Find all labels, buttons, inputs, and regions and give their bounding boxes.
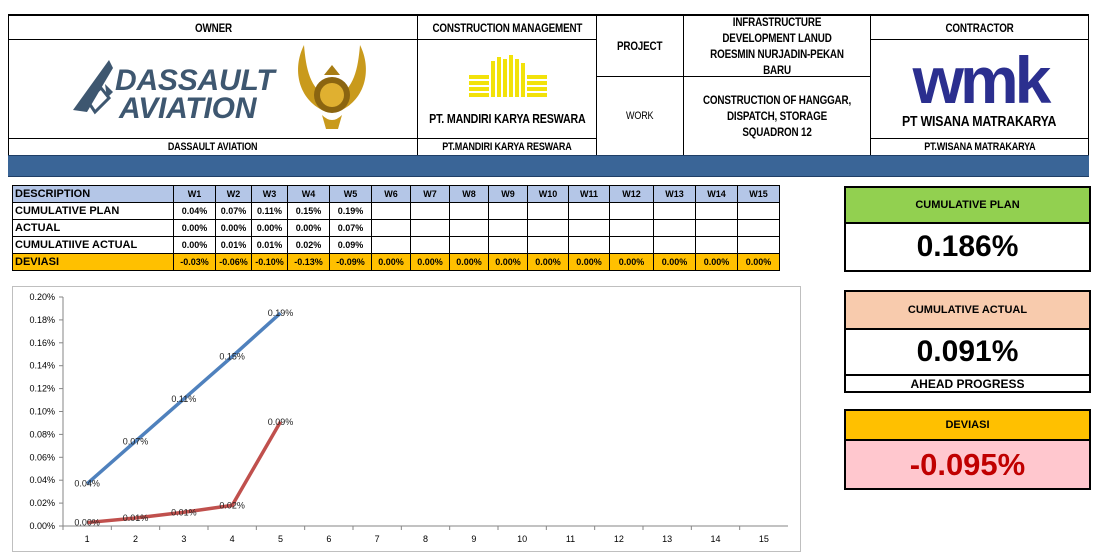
week-header: W4 bbox=[288, 186, 330, 203]
table-cell bbox=[489, 237, 528, 254]
x-tick-label: 8 bbox=[422, 534, 429, 544]
owner-title: OWNER bbox=[194, 20, 232, 35]
table-cell: 0.00% bbox=[372, 254, 411, 271]
table-cell: -0.10% bbox=[252, 254, 288, 271]
data-label: 0.09% bbox=[267, 416, 294, 427]
table-row bbox=[13, 237, 780, 254]
deviasi-header bbox=[844, 409, 1091, 441]
table-cell bbox=[450, 237, 489, 254]
y-tick-label: 0.18% bbox=[29, 314, 55, 325]
y-tick-label: 0.20% bbox=[29, 292, 55, 302]
y-tick-label: 0.04% bbox=[29, 475, 55, 486]
table-cell: 0.00% bbox=[610, 254, 654, 271]
table-cell bbox=[569, 203, 610, 220]
project-value-cell bbox=[683, 15, 871, 77]
table-cell bbox=[610, 237, 654, 254]
table-cell bbox=[569, 237, 610, 254]
table-cell: 0.07% bbox=[330, 220, 372, 237]
week-header: W8 bbox=[450, 186, 489, 203]
week-header: W14 bbox=[696, 186, 738, 203]
work-value: CONSTRUCTION OF HANGGAR, DISPATCH, STORAGE SQUADRON 12 bbox=[702, 93, 852, 139]
contractor-title: CONTRACTOR bbox=[945, 20, 1014, 35]
data-label: 0.04% bbox=[74, 478, 100, 489]
x-tick-label: 6 bbox=[326, 534, 332, 544]
table-cell: 0.00% bbox=[738, 254, 780, 271]
cumulative-plan-box bbox=[844, 222, 1091, 272]
x-tick-label: 5 bbox=[277, 534, 284, 544]
week-header: W1 bbox=[174, 186, 216, 203]
table-cell: 0.07% bbox=[216, 203, 252, 220]
table-cell bbox=[696, 237, 738, 254]
table-cell: 0.00% bbox=[654, 254, 696, 271]
progress-status-text: AHEAD PROGRESS bbox=[910, 376, 1025, 391]
table-cell bbox=[411, 203, 450, 220]
table-cell: -0.06% bbox=[216, 254, 252, 271]
table-cell: 0.00% bbox=[489, 254, 528, 271]
report-header bbox=[8, 14, 1089, 155]
mandiri-building-logo bbox=[447, 53, 567, 97]
x-tick-label: 1 bbox=[84, 534, 90, 544]
table-cell: 0.15% bbox=[288, 203, 330, 220]
cumulative-plan-value: 0.186% bbox=[916, 230, 1019, 263]
cm-logo-text: PT. MANDIRI KARYA RESWARA bbox=[428, 110, 586, 126]
row-label: DEVIASI bbox=[13, 254, 174, 271]
project-label-cell bbox=[596, 15, 684, 77]
owner-logo-line2: AVIATION bbox=[119, 92, 257, 125]
deviasi-value: -0.095% bbox=[909, 446, 1026, 482]
table-cell: 0.01% bbox=[216, 237, 252, 254]
table-cell bbox=[738, 237, 780, 254]
progress-status bbox=[844, 374, 1091, 393]
y-tick-label: 0.08% bbox=[29, 429, 55, 440]
owner-name: DASSAULT AVIATION bbox=[168, 141, 258, 153]
data-label: 0.15% bbox=[219, 351, 245, 362]
table-row bbox=[13, 220, 780, 237]
y-tick-label: 0.12% bbox=[29, 383, 55, 394]
x-tick-label: 11 bbox=[565, 534, 576, 544]
contractor-logo-text: PT WISANA MATRAKARYA bbox=[902, 112, 1057, 130]
air-force-emblem-icon bbox=[298, 45, 366, 129]
data-label: 0.00% bbox=[74, 517, 100, 528]
x-tick-label: 15 bbox=[758, 534, 769, 544]
table-cell bbox=[489, 203, 528, 220]
x-tick-label: 9 bbox=[471, 534, 477, 544]
contractor-title-cell bbox=[870, 15, 1089, 40]
table-row bbox=[13, 203, 780, 220]
cm-name: PT.MANDIRI KARYA RESWARA bbox=[442, 141, 572, 153]
table-cell: 0.00% bbox=[288, 220, 330, 237]
work-value-cell bbox=[683, 76, 871, 156]
week-header: W2 bbox=[216, 186, 252, 203]
cm-title: CONSTRUCTION MANAGEMENT bbox=[432, 20, 582, 35]
table-cell: -0.13% bbox=[288, 254, 330, 271]
y-tick-label: 0.10% bbox=[29, 406, 55, 417]
table-header-row bbox=[13, 186, 780, 203]
x-tick-label: 10 bbox=[517, 534, 528, 544]
row-label: CUMULATIVE PLAN bbox=[13, 203, 174, 220]
cumulative-plan-label: CUMULATIVE PLAN bbox=[915, 199, 1020, 211]
y-tick-label: 0.14% bbox=[29, 360, 55, 371]
table-cell: 0.00% bbox=[569, 254, 610, 271]
table-cell: 0.09% bbox=[330, 237, 372, 254]
weekly-progress-table bbox=[12, 185, 780, 271]
owner-name-cell bbox=[8, 138, 418, 156]
table-cell bbox=[411, 237, 450, 254]
table-cell bbox=[372, 220, 411, 237]
table-cell bbox=[654, 220, 696, 237]
cm-title-cell bbox=[417, 15, 597, 40]
work-label: WORK bbox=[626, 110, 654, 122]
x-tick-label: 7 bbox=[374, 534, 380, 544]
table-cell bbox=[528, 203, 569, 220]
week-header: W9 bbox=[489, 186, 528, 203]
x-tick-label: 3 bbox=[181, 534, 187, 544]
progress-chart bbox=[12, 286, 801, 552]
project-label: PROJECT bbox=[617, 39, 663, 53]
table-cell: 0.00% bbox=[174, 220, 216, 237]
y-tick-label: 0.02% bbox=[29, 498, 55, 509]
table-cell: 0.04% bbox=[174, 203, 216, 220]
data-label: 0.02% bbox=[219, 500, 245, 511]
table-cell bbox=[528, 237, 569, 254]
table-cell bbox=[450, 220, 489, 237]
x-tick-label: 13 bbox=[662, 534, 673, 544]
owner-logo-cell bbox=[8, 39, 418, 139]
table-cell: 0.00% bbox=[174, 237, 216, 254]
x-tick-label: 14 bbox=[710, 534, 721, 544]
wmk-logo bbox=[900, 49, 1060, 111]
cumulative-plan-header bbox=[844, 186, 1091, 224]
data-label: 0.01% bbox=[122, 512, 149, 523]
table-cell: 0.00% bbox=[696, 254, 738, 271]
y-tick-label: 0.06% bbox=[29, 452, 55, 463]
week-header: W5 bbox=[330, 186, 372, 203]
table-cell bbox=[411, 220, 450, 237]
table-cell bbox=[489, 220, 528, 237]
week-header: W7 bbox=[411, 186, 450, 203]
cumulative-actual-label: CUMULATIVE ACTUAL bbox=[907, 304, 1028, 316]
project-value: INFRASTRUCTURE DEVELOPMENT LANUD ROESMIN NURJADIN-PEKAN BARU bbox=[710, 15, 844, 77]
table-cell bbox=[654, 203, 696, 220]
table-cell bbox=[372, 237, 411, 254]
table-cell bbox=[372, 203, 411, 220]
dassault-aviation-logo bbox=[9, 40, 417, 138]
table-cell bbox=[738, 203, 780, 220]
week-header: W12 bbox=[610, 186, 654, 203]
cm-logo-cell bbox=[417, 39, 597, 139]
cumulative-actual-header bbox=[844, 290, 1091, 330]
table-cell bbox=[696, 220, 738, 237]
cm-name-cell bbox=[417, 138, 597, 156]
y-tick-label: 0.16% bbox=[29, 337, 55, 348]
table-cell: -0.03% bbox=[174, 254, 216, 271]
table-cell bbox=[450, 203, 489, 220]
week-header: W6 bbox=[372, 186, 411, 203]
data-label: 0.19% bbox=[267, 308, 294, 319]
table-cell bbox=[610, 203, 654, 220]
table-cell bbox=[696, 203, 738, 220]
table-cell bbox=[654, 237, 696, 254]
progress-line-chart bbox=[13, 287, 800, 551]
x-tick-label: 4 bbox=[229, 534, 235, 544]
table-cell: 0.11% bbox=[252, 203, 288, 220]
week-header: W10 bbox=[528, 186, 569, 203]
data-label: 0.01% bbox=[171, 507, 197, 518]
table-row bbox=[13, 254, 780, 271]
table-cell bbox=[738, 220, 780, 237]
table-cell: 0.00% bbox=[252, 220, 288, 237]
table-cell bbox=[610, 220, 654, 237]
dassault-emblem-icon bbox=[73, 60, 113, 112]
week-header: W3 bbox=[252, 186, 288, 203]
table-cell: 0.00% bbox=[450, 254, 489, 271]
section-divider-band bbox=[8, 155, 1089, 177]
owner-title-cell bbox=[8, 15, 418, 40]
contractor-name: PT.WISANA MATRAKARYA bbox=[923, 141, 1036, 153]
y-tick-label: 0.00% bbox=[29, 521, 55, 531]
desc-header: DESCRIPTION bbox=[13, 186, 174, 203]
row-label: ACTUAL bbox=[13, 220, 174, 237]
deviasi-label: DEVIASI bbox=[945, 419, 990, 431]
week-header: W11 bbox=[569, 186, 610, 203]
table-cell: -0.09% bbox=[330, 254, 372, 271]
data-label: 0.07% bbox=[122, 436, 149, 447]
cumulative-actual-value: 0.091% bbox=[916, 335, 1019, 368]
table-cell: 0.02% bbox=[288, 237, 330, 254]
table-cell: 0.00% bbox=[528, 254, 569, 271]
table-cell bbox=[569, 220, 610, 237]
deviasi-box bbox=[844, 439, 1091, 490]
cumulative-actual-box bbox=[844, 328, 1091, 376]
data-label: 0.11% bbox=[171, 393, 197, 404]
table-cell: 0.00% bbox=[216, 220, 252, 237]
x-tick-label: 2 bbox=[132, 534, 139, 544]
work-label-cell bbox=[596, 76, 684, 156]
contractor-logo-mark: wmk bbox=[912, 48, 1047, 111]
table-cell bbox=[528, 220, 569, 237]
week-header: W15 bbox=[738, 186, 780, 203]
table-cell: 0.19% bbox=[330, 203, 372, 220]
x-tick-label: 12 bbox=[613, 534, 624, 544]
contractor-name-cell bbox=[870, 138, 1089, 156]
owner-logo-line1: DASSAULT bbox=[115, 64, 275, 97]
week-header: W13 bbox=[654, 186, 696, 203]
row-label: CUMULATIIVE ACTUAL bbox=[13, 237, 174, 254]
contractor-logo-cell bbox=[870, 39, 1089, 139]
table-cell: 0.00% bbox=[411, 254, 450, 271]
table-cell: 0.01% bbox=[252, 237, 288, 254]
